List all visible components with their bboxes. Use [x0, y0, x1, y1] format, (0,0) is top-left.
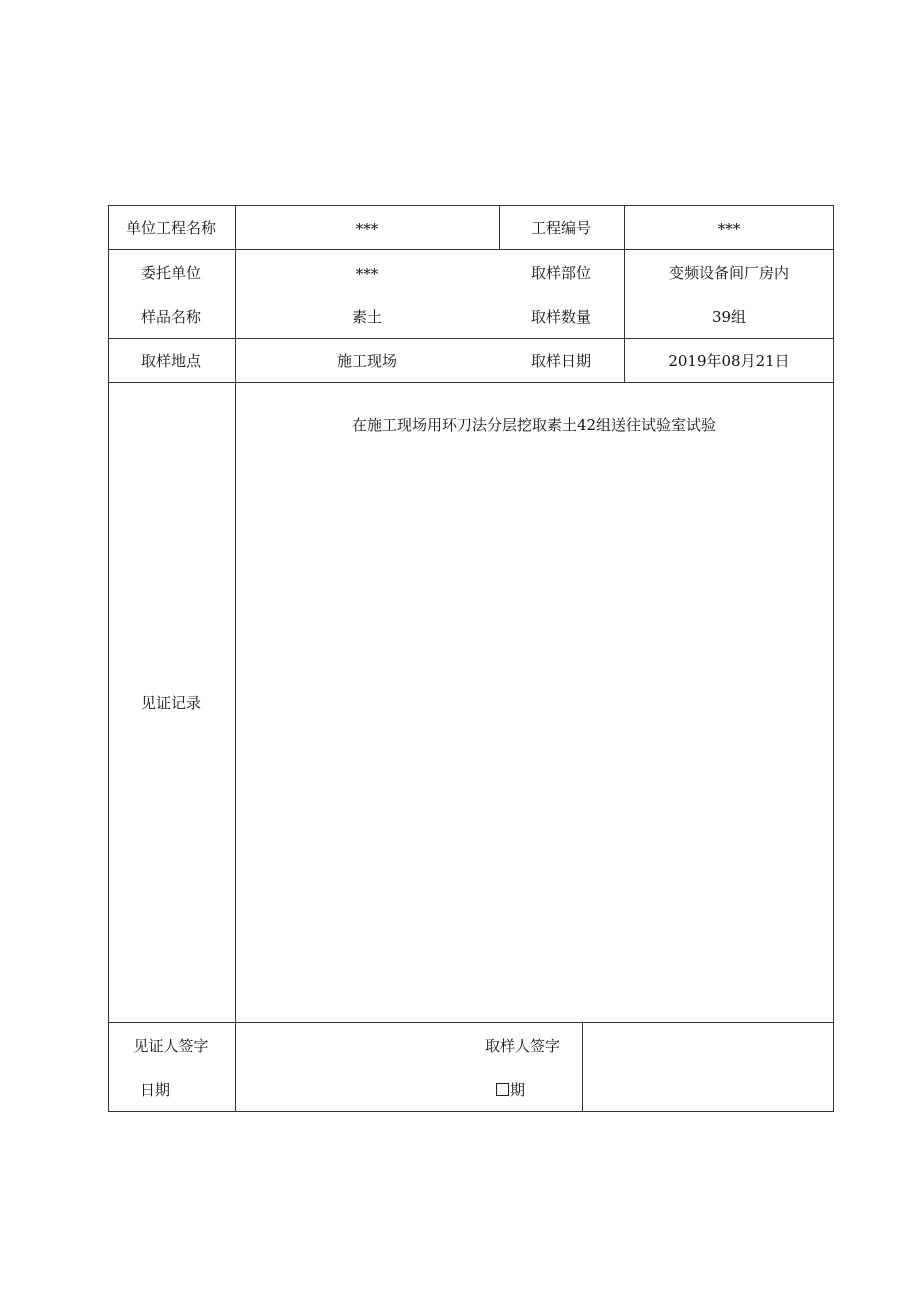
unit-project-name-value: ***	[355, 220, 379, 238]
label-witness-date: 日期	[140, 1081, 171, 1099]
sampling-part-value: 变频设备间厂房内	[668, 264, 790, 282]
sampling-location-value: 施工现场	[336, 352, 398, 370]
label-project-number: 工程编号	[530, 219, 592, 237]
label-witness-record: 见证记录	[140, 694, 202, 712]
column-divider-signature	[582, 1022, 583, 1112]
label-sampling-part: 取样部位	[530, 264, 592, 282]
table-border-top	[108, 205, 834, 206]
project-number-value: ***	[717, 220, 741, 238]
label-sampler-date: 期	[510, 1081, 526, 1099]
label-witness-signature: 见证人签字	[133, 1037, 209, 1055]
table-border-bottom	[108, 1111, 834, 1112]
label-client-unit: 委托单位	[140, 264, 202, 282]
sample-quantity-value: 39组	[711, 308, 747, 326]
label-unit-project-name: 单位工程名称	[125, 219, 217, 237]
row-divider-4	[108, 1022, 834, 1023]
label-sampler-signature: 取样人签字	[485, 1037, 561, 1055]
sample-name-value: 素土	[351, 308, 383, 326]
client-unit-value: ***	[355, 265, 379, 283]
column-divider-right	[624, 205, 625, 383]
label-sample-name: 样品名称	[140, 308, 202, 326]
row-divider-3	[108, 382, 834, 383]
label-sample-quantity: 取样数量	[530, 308, 592, 326]
table-border-left	[108, 205, 109, 1112]
sampler-date-field	[496, 1081, 525, 1099]
row-divider-1	[108, 249, 834, 250]
label-sampling-location: 取样地点	[140, 352, 202, 370]
label-sampling-date: 取样日期	[530, 352, 592, 370]
row-divider-2	[108, 338, 834, 339]
witness-record-text: 在施工现场用环刀法分层挖取素土42组送往试验室试验	[351, 416, 717, 434]
column-divider-label	[235, 205, 236, 1112]
checkbox-square-icon	[496, 1083, 509, 1096]
table-border-right	[833, 205, 834, 1112]
sampling-date-value: 2019年08月21日	[668, 352, 790, 370]
column-divider-row1	[499, 205, 500, 250]
